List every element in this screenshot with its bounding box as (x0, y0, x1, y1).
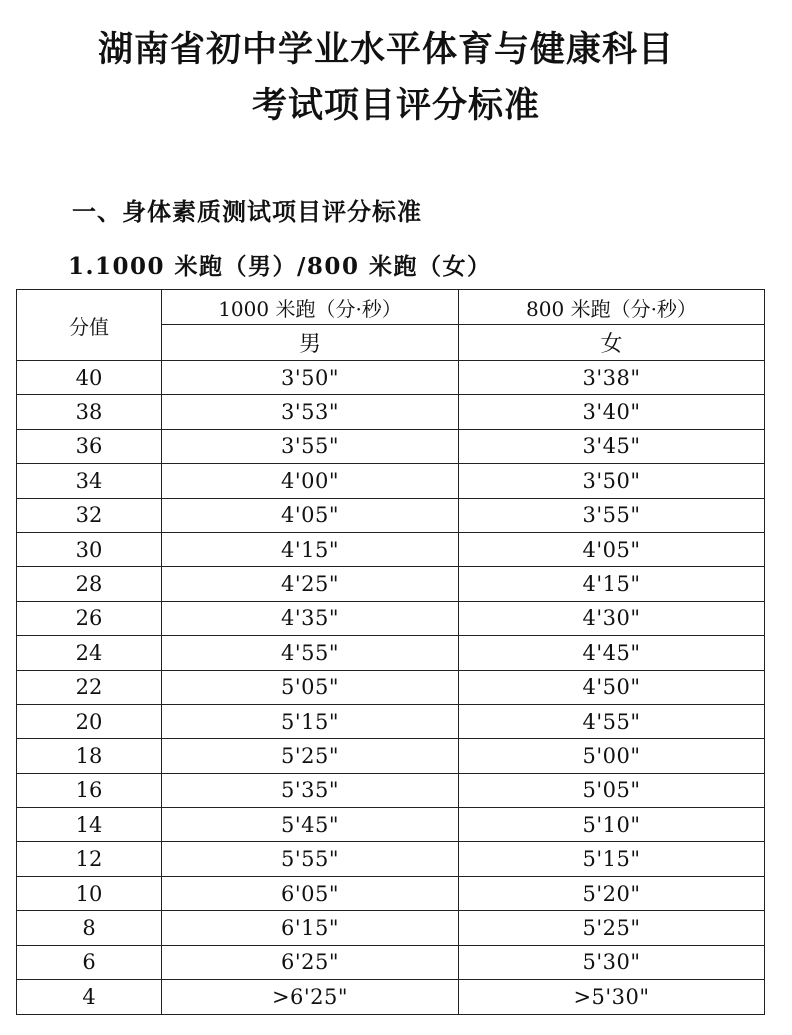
score-cell: 20 (17, 704, 162, 738)
female-time-cell: 4'55" (459, 704, 765, 738)
table-row (17, 945, 765, 979)
score-cell: 6 (17, 945, 162, 979)
score-cell: 32 (17, 498, 162, 532)
sub-heading: 1.1000 米跑（男）/800 米跑（女） (68, 253, 492, 280)
male-time-cell: 3'55" (162, 429, 459, 463)
table-row (17, 429, 765, 463)
female-subheader: 女 (459, 325, 765, 361)
score-cell: 24 (17, 636, 162, 670)
female-time-cell: 5'05" (459, 773, 765, 807)
female-time-cell: 4'30" (459, 601, 765, 635)
table-row (17, 567, 765, 601)
male-time-cell: 4'05" (162, 498, 459, 532)
female-time-cell: 5'20" (459, 876, 765, 910)
score-cell: 16 (17, 773, 162, 807)
score-cell: 8 (17, 911, 162, 945)
male-time-cell: 4'15" (162, 532, 459, 566)
male-time-cell: 6'25" (162, 945, 459, 979)
score-cell: 28 (17, 567, 162, 601)
table-row (17, 911, 765, 945)
score-table-body (17, 361, 765, 1015)
female-time-cell: 4'15" (459, 567, 765, 601)
table-row (17, 464, 765, 498)
score-column-header: 分值 (17, 290, 162, 361)
table-row (17, 980, 765, 1015)
male-time-cell: 4'55" (162, 636, 459, 670)
score-cell: 14 (17, 808, 162, 842)
female-time-cell: 4'05" (459, 532, 765, 566)
female-time-cell: 4'45" (459, 636, 765, 670)
male-time-cell: 4'25" (162, 567, 459, 601)
female-time-cell: 3'50" (459, 464, 765, 498)
female-time-cell: 5'00" (459, 739, 765, 773)
male-time-cell: 3'53" (162, 395, 459, 429)
female-time-cell: 3'38" (459, 361, 765, 395)
male-time-cell: 5'15" (162, 704, 459, 738)
female-time-cell: 3'45" (459, 429, 765, 463)
male-time-cell: 6'15" (162, 911, 459, 945)
female-time-cell: 4'50" (459, 670, 765, 704)
table-row (17, 498, 765, 532)
male-time-cell: 4'35" (162, 601, 459, 635)
female-event-header: 800 米跑（分·秒） (459, 290, 765, 325)
score-cell: 26 (17, 601, 162, 635)
table-row (17, 876, 765, 910)
score-cell: 4 (17, 980, 162, 1015)
document-title-line-2: 考试项目评分标准 (251, 86, 540, 126)
female-time-cell: 3'40" (459, 395, 765, 429)
table-row (17, 842, 765, 876)
table-row (17, 395, 765, 429)
score-cell: 30 (17, 532, 162, 566)
female-time-cell: 5'25" (459, 911, 765, 945)
female-time-cell: 5'30" (459, 945, 765, 979)
table-row (17, 532, 765, 566)
male-time-cell: >6'25" (162, 980, 459, 1015)
male-time-cell: 6'05" (162, 876, 459, 910)
male-time-cell: 5'55" (162, 842, 459, 876)
table-row (17, 739, 765, 773)
table-row (17, 704, 765, 738)
score-cell: 22 (17, 670, 162, 704)
male-subheader: 男 (162, 325, 459, 361)
table-row (17, 670, 765, 704)
male-time-cell: 4'00" (162, 464, 459, 498)
female-time-cell: >5'30" (459, 980, 765, 1015)
table-row (17, 808, 765, 842)
table-row (17, 773, 765, 807)
document-title-line-1: 湖南省初中学业水平体育与健康科目 (97, 30, 674, 70)
score-cell: 40 (17, 361, 162, 395)
table-row (17, 636, 765, 670)
score-cell: 36 (17, 429, 162, 463)
female-time-cell: 5'15" (459, 842, 765, 876)
male-time-cell: 5'45" (162, 808, 459, 842)
score-cell: 12 (17, 842, 162, 876)
male-time-cell: 5'25" (162, 739, 459, 773)
female-time-cell: 5'10" (459, 808, 765, 842)
male-event-header: 1000 米跑（分·秒） (162, 290, 459, 325)
male-time-cell: 5'35" (162, 773, 459, 807)
table-row (17, 361, 765, 395)
male-time-cell: 5'05" (162, 670, 459, 704)
score-cell: 34 (17, 464, 162, 498)
table-row (17, 601, 765, 635)
score-cell: 38 (17, 395, 162, 429)
score-table (16, 289, 765, 1015)
section-heading: 一、身体素质测试项目评分标准 (72, 198, 422, 226)
score-cell: 18 (17, 739, 162, 773)
score-cell: 10 (17, 876, 162, 910)
female-time-cell: 3'55" (459, 498, 765, 532)
male-time-cell: 3'50" (162, 361, 459, 395)
